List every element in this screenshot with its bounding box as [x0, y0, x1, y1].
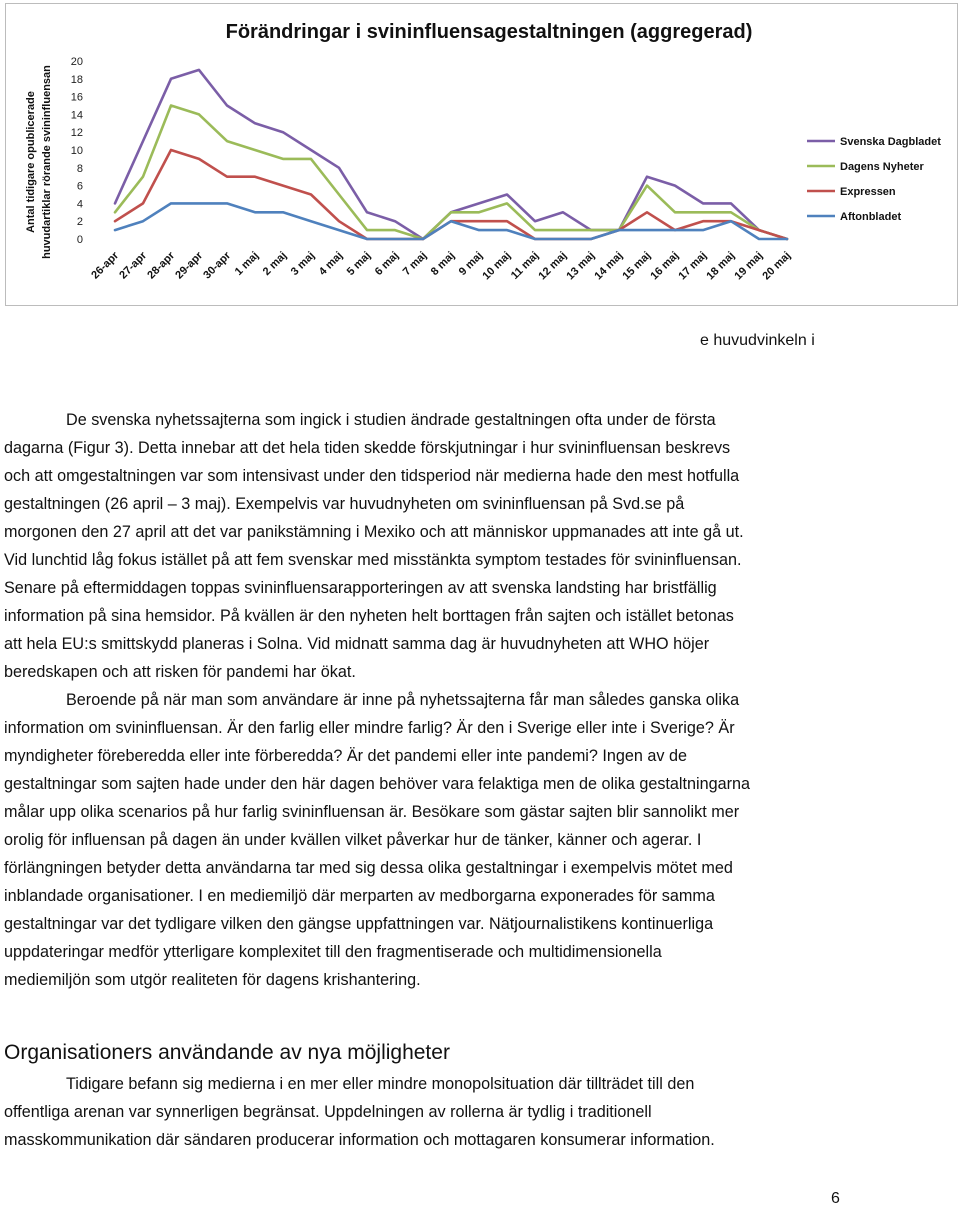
- paragraph-1-line: Senare på eftermiddagen toppas svininfluensarapporteringen av att svenska landsting har bristfällig: [4, 579, 717, 597]
- x-tick-label: 15 maj: [620, 249, 654, 283]
- y-tick-label: 2: [76, 216, 83, 229]
- truncated-text-fragment: e huvudvinkeln i: [700, 332, 815, 349]
- x-tick-label: 28-apr: [145, 249, 178, 282]
- x-tick-label: 17 maj: [676, 249, 710, 283]
- chart-title: Förändringar i svininfluensagestaltningen (aggregerad): [225, 21, 753, 43]
- x-tick-label: 4 maj: [316, 249, 346, 279]
- paragraph-1-line: dagarna (Figur 3). Detta innebar att det hela tiden skedde förskjutningar i hur svininfluensan beskrevs: [4, 439, 731, 457]
- paragraph-3-line: masskommunikation där sändaren producerar information och mottagaren konsumerar information.: [4, 1131, 715, 1149]
- y-axis-label-line-1: Antal tidigare opublicerade: [25, 91, 37, 233]
- y-tick-label: 0: [76, 234, 83, 246]
- y-axis-label-line-2: huvudartiklar rörande svininfluensan: [41, 65, 53, 259]
- legend-label: Dagens Nyheter: [840, 161, 924, 173]
- x-tick-label: 10 maj: [480, 249, 514, 283]
- x-tick-label: 30-apr: [201, 249, 234, 282]
- legend-label: Expressen: [840, 186, 896, 198]
- y-tick-label: 4: [76, 198, 83, 211]
- x-tick-label: 27-apr: [117, 249, 150, 282]
- x-tick-label: 5 maj: [344, 249, 374, 279]
- x-tick-label: 20 maj: [760, 249, 794, 283]
- y-tick-label: 6: [76, 180, 83, 193]
- paragraph-1-line: beredskapen och att risken för pandemi har ökat.: [4, 663, 356, 681]
- line-chart: [6, 4, 959, 307]
- x-tick-label: 12 maj: [536, 249, 570, 283]
- paragraph-2-line: gestaltningar var det tydligare vilken den gängse uppfattningen var. Nätjournalistikens kontinuerliga: [4, 915, 714, 933]
- x-tick-label: 8 maj: [428, 249, 458, 279]
- x-tick-label: 16 maj: [648, 249, 682, 283]
- y-tick-label: 18: [70, 73, 83, 86]
- x-tick-label: 3 maj: [288, 249, 318, 279]
- x-tick-label: 1 maj: [232, 249, 262, 279]
- x-tick-label: 14 maj: [592, 249, 626, 283]
- x-tick-label: 9 maj: [456, 249, 486, 279]
- x-tick-label: 18 maj: [704, 249, 738, 283]
- x-tick-label: 11 maj: [508, 249, 542, 282]
- paragraph-2-line: målar upp olika scenarios på hur farlig svininfluensan är. Besökare som gästar sajten blir sannolikt mer: [4, 803, 740, 821]
- paragraph-2-line: orolig för influensan på dagen än under kvällen vilket påverkar hur de tänker, känner och agerar. I: [4, 831, 702, 849]
- paragraph-2-line: Beroende på när man som användare är inne på nyhetssajterna får man således ganska olika: [66, 691, 740, 709]
- paragraph-1-line: De svenska nyhetssajterna som ingick i studien ändrade gestaltningen ofta under de första: [66, 411, 716, 429]
- series-line: [115, 203, 787, 239]
- y-tick-label: 8: [76, 162, 83, 175]
- legend-label: Aftonbladet: [840, 211, 902, 223]
- paragraph-1: [4, 406, 954, 994]
- chart-frame: [5, 3, 958, 306]
- x-tick-label: 13 maj: [564, 249, 598, 283]
- paragraph-3-line: offentliga arenan var synnerligen begränsat. Uppdelningen av rollerna är tydlig i traditionell: [4, 1103, 652, 1121]
- section-heading: Organisationers användande av nya möjligheter: [4, 1041, 450, 1064]
- paragraph-1-line: gestaltningen (26 april – 3 maj). Exempelvis var huvudnyheten om svininfluensan på Svd.se på: [4, 495, 685, 513]
- paragraph-1-line: morgonen den 27 april att det var panikstämning i Mexiko och att människor uppmanades att inte gå ut.: [4, 523, 744, 541]
- paragraph-2-line: information om svininfluensan. Är den farlig eller mindre farlig? Är den i Sverige eller inte i Sverige? Är: [4, 719, 735, 737]
- y-tick-label: 14: [70, 109, 83, 122]
- paragraph-1-line: information på sina hemsidor. På kvällen är den nyheten helt borttagen från sajten och istället betonas: [4, 607, 734, 625]
- paragraph-2-line: gestaltningar som sajten hade under den här dagen behöver vara felaktiga men de olika gestaltningarna: [4, 775, 751, 793]
- chart-legend: [807, 136, 941, 223]
- paragraph-1-line: Vid lunchtid låg fokus istället på att fem svenskar med misstänkta symptom testades för svininfluensan.: [4, 551, 742, 569]
- series-line: [115, 106, 787, 240]
- paragraph-2-line: inblandade organisationer. I en mediemiljö där merparten av medborgarna exponerades för samma: [4, 887, 715, 905]
- paragraph-2-line: mediemiljön som utgör realiteten för dagens krishantering.: [4, 971, 421, 989]
- x-tick-label: 26-apr: [89, 249, 122, 282]
- paragraph-2-line: myndigheter föreberedda eller inte förberedda? Är det pandemi eller inte pandemi? Ingen av de: [4, 747, 688, 765]
- paragraph-1-line: och att omgestaltningen var som intensivast under den tidsperiod när medierna hade den mest hotfulla: [4, 467, 740, 485]
- x-tick-label: 2 maj: [260, 249, 290, 279]
- x-tick-label: 29-apr: [173, 249, 206, 282]
- series-lines: [115, 70, 787, 239]
- x-tick-label: 19 maj: [732, 249, 766, 283]
- y-tick-label: 20: [70, 56, 83, 68]
- legend-label: Svenska Dagbladet: [840, 136, 941, 148]
- x-axis-ticks: [89, 249, 793, 282]
- y-tick-label: 16: [70, 91, 83, 104]
- series-line: [115, 150, 787, 239]
- x-tick-label: 6 maj: [372, 249, 402, 279]
- paragraph-1-line: att hela EU:s smittskydd planeras i Solna. Vid midnatt samma dag är huvudnyheten att WHO höjer: [4, 635, 710, 653]
- paragraph-3: [4, 1070, 954, 1154]
- paragraph-2-line: förlängningen betyder detta användarna tar med sig dessa olika gestaltningar i exempelvis mötet med: [4, 859, 733, 877]
- paragraph-3-line: Tidigare befann sig medierna i en mer eller mindre monopolsituation där tillträdet till den: [66, 1075, 695, 1093]
- y-tick-label: 12: [70, 127, 83, 140]
- page-number: 6: [831, 1190, 840, 1207]
- y-tick-label: 10: [70, 145, 83, 157]
- paragraph-2-line: uppdateringar medför ytterligare komplexitet till den fragmentiserade och multidimensionella: [4, 943, 662, 961]
- y-axis-ticks: [71, 56, 83, 246]
- x-tick-label: 7 maj: [400, 249, 430, 279]
